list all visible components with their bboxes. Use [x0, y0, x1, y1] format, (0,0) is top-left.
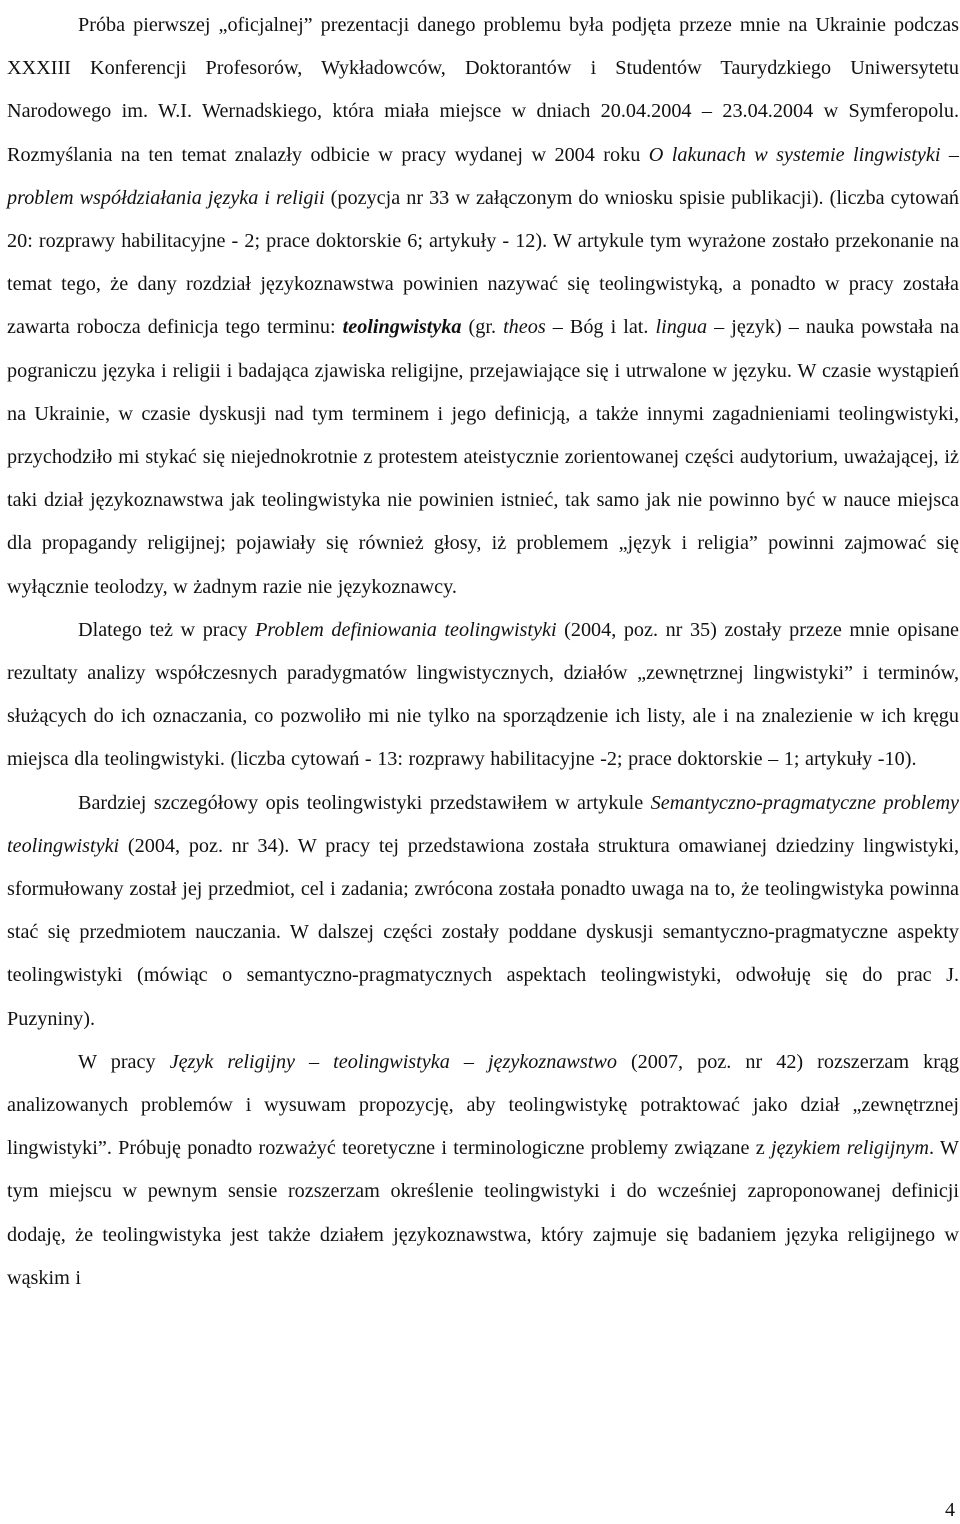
paragraph-4: [7, 1041, 959, 1300]
text-run: (2004, poz. nr 35) zostały przeze mnie opisane rezultaty analizy współczesnych paradygmatów lingwistycznych, działów „zewnętrznej lingwistyki” i terminów, służących do ich oznaczania, co pozwoliło mi nie tylko na sporządzenie ich listy, ale i na znalezienie w ich kręgu miejsca dla teolingwistyki. (liczba cytowań - 13: rozprawy habilitacyjne -2; prace doktorskie – 1; artykuły -10).: [7, 618, 959, 771]
text-run: W pracy: [78, 1050, 170, 1073]
paragraph-3: [7, 782, 959, 1041]
defined-term: teolingwistyka: [342, 316, 462, 339]
document-page: [7, 4, 959, 1300]
text-run: (gr.: [461, 316, 504, 339]
italic-title: Język religijny – teolingwistyka – językoznawstwo: [169, 1050, 617, 1073]
text-run: – Bóg i lat.: [545, 316, 656, 339]
italic-term: theos: [503, 316, 546, 339]
italic-title: Problem definiowania teolingwistyki: [255, 618, 557, 641]
italic-term: językiem religijnym: [770, 1137, 929, 1160]
text-run: Dlatego też w pracy: [78, 618, 256, 641]
page-number: 4: [945, 1499, 955, 1521]
text-run: (2004, poz. nr 34). W pracy tej przedstawiona została struktura omawianej dziedziny lingwistyki, sformułowany został jej przedmiot, cel i zadania; zwrócona została ponadto uwaga na to, że teolingwistyka powinna stać się przedmiotem nauczania. W dalszej części zostały poddane dyskusji semantyczno-pragmatyczne aspekty teolingwistyki (mówiąc o semantyczno-pragmatycznych aspektach teolingwistyki, odwołuję się do prac J. Puzyniny).: [7, 834, 959, 1030]
paragraph-1: [7, 4, 959, 609]
text-run: (pozycja nr 33 w załączonym do wniosku spisie publikacji). (liczba cytowań 20: rozprawy habilitacyjne - 2; prace doktorskie 6; artykuły - 12). W artykule tym wyrażone zostało przekonanie na temat tego, że dany rozdział językoznawstwa powinien nazywać się teolingwistyką, a ponadto w pracy została zawarta robocza definicja tego terminu:: [7, 186, 959, 339]
italic-title: O lakunach w systemie lingwistyki – problem współdziałania języka i religii: [7, 143, 960, 209]
italic-title: Semantyczno-pragmatyczne problemy teolingwistyki: [7, 791, 959, 857]
text-run: Bardziej szczegółowy opis teolingwistyki przedstawiłem w artykule: [78, 791, 651, 814]
text-run: . W tym miejscu w pewnym sensie rozszerzam określenie teolingwistyki i do wcześniej zaproponowanej definicji dodaję, że teolingwistyka jest także działem językoznawstwa, który zajmuje się badaniem języka religijnego w wąskim i: [7, 1137, 959, 1289]
paragraph-2: [7, 609, 959, 782]
text-run: Próba pierwszej „oficjalnej” prezentacji danego problemu była podjęta przeze mnie na Ukrainie podczas XXXIII Konferencji Profesorów, Wykładowców, Doktorantów i Studentów Taurydzkiego Uniwersytetu Narodowego im. W.I. Wernadskiego, która miała miejsce w dniach 20.04.2004 – 23.04.2004 w Symferopolu. Rozmyślania na ten temat znalazły odbicie w pracy wydanej w 2004 roku: [7, 14, 959, 166]
text-run: – język) – nauka powstała na pograniczu języka i religii i badająca zjawiska religijne, przejawiające się i utrwalone w języku. W czasie wystąpień na Ukrainie, w czasie dyskusji nad tym terminem i jego definicją, a także innymi zagadnieniami teolingwistyki, przychodziło mi stykać się niejednokrotnie z protestem ateistycznie zorientowanej części audytorium, uważającej, iż taki dział językoznawstwa jak teolingwistyka nie powinien istnieć, tak samo jak nie powinno być w nauce miejsca dla propagandy religijnej; pojawiały się również głosy, iż problemem „język i religia” powinni zajmować się wyłącznie teolodzy, w żadnym razie nie językoznawcy.: [7, 316, 959, 598]
text-run: (2007, poz. nr 42) rozszerzam krąg analizowanych problemów i wysuwam propozycję, aby teolingwistykę potraktować jako dział „zewnętrznej lingwistyki”. Próbuję ponadto rozważyć teoretyczne i terminologiczne problemy związane z: [7, 1050, 959, 1160]
italic-term: lingua: [655, 316, 708, 339]
